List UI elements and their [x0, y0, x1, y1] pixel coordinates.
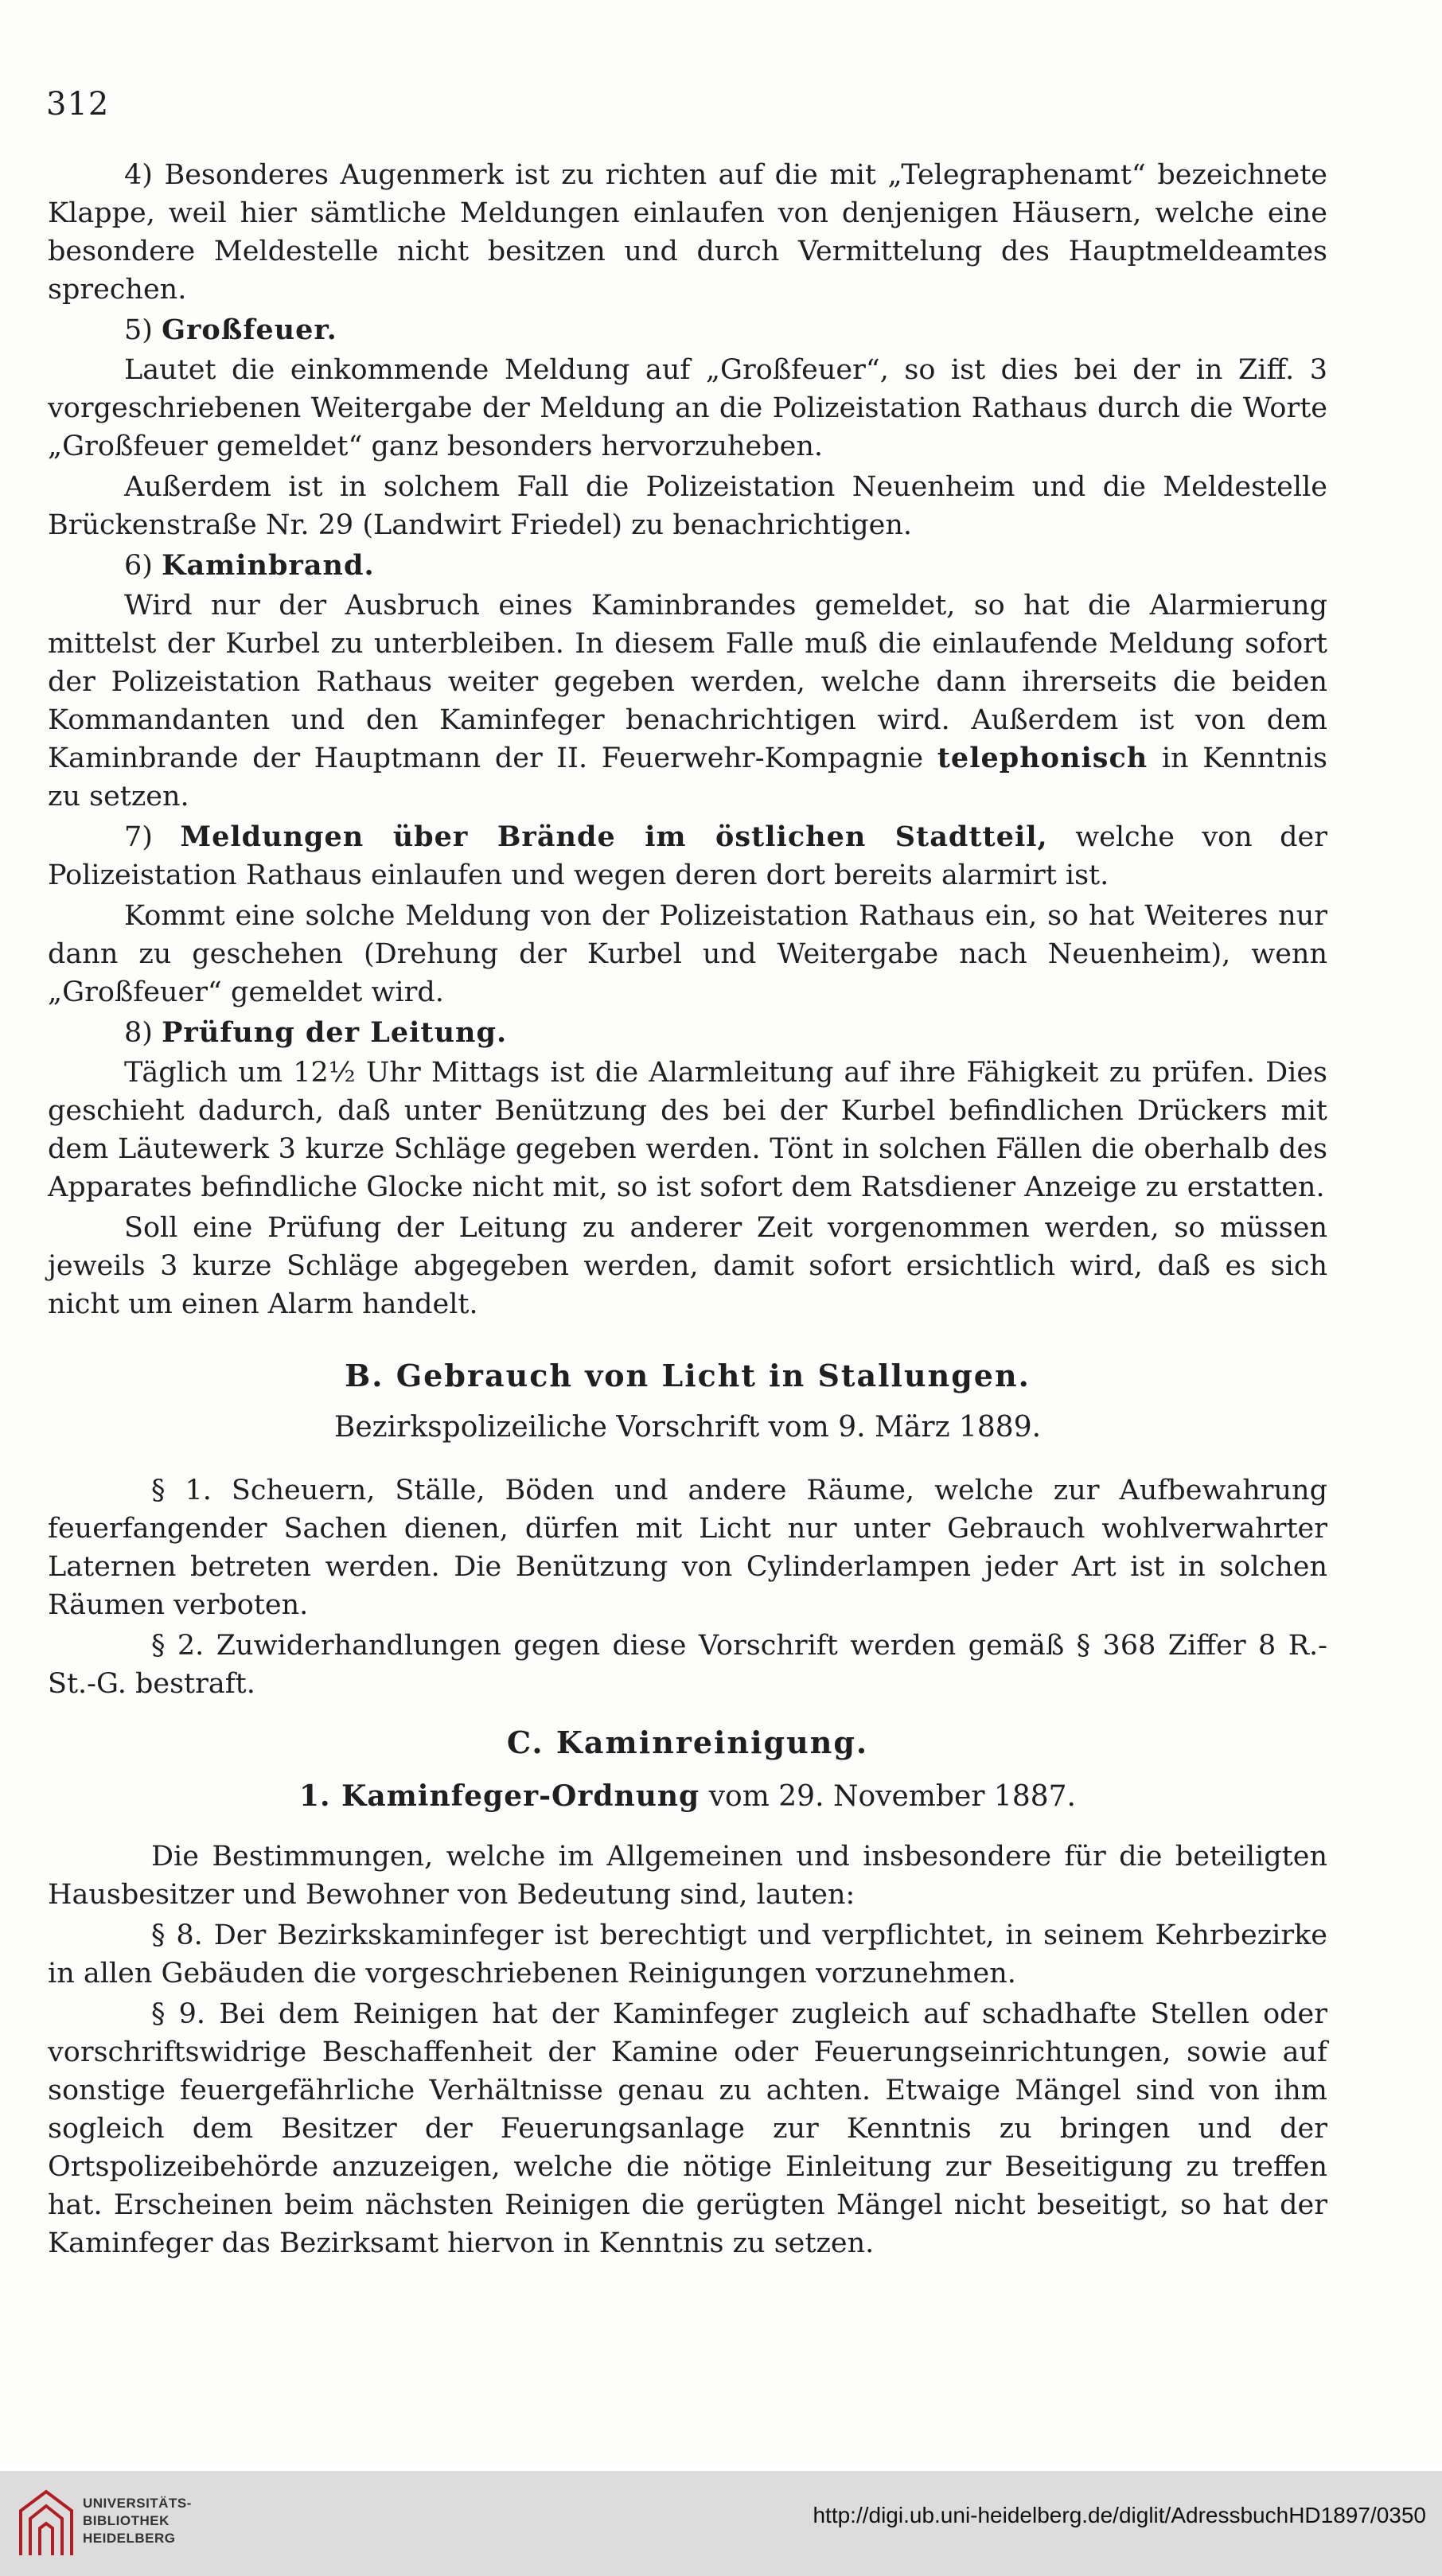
heading-number: 7): [124, 821, 153, 853]
paragraph-pruefung-1: Täglich um 12½ Uhr Mittags ist die Alarmleitung auf ihre Fähigkeit zu prüfen. Dies geschieht dadurch, daß unter Benützung des bei der Kurbel befindlichen Drückers mit dem Läutewerk 3 kurze Schläge gegeben werden. Tönt in solchen Fällen die oberhalb des Apparates befindliche Glocke nicht mit, so ist sofort dem Ratsdiener Anzeige zu erstatten.: [48, 1057, 1327, 1203]
paragraph-text: Wird nur der Ausbruch eines Kaminbrandes gemeldet, so hat die Alarmierung mittelst der Kurbel zu unterbleiben. In diesem Falle muß die einlaufende Meldung sofort der Polizeistation Rathaus weiter gegeben werden, welche dann ihrerseits die beiden Kommandanten und den Kaminfeger benachrichtigen wird. Außerdem ist von dem Kaminbrande der Hauptmann der II. Feuerwehr-Kompagnie: [48, 590, 1327, 774]
heading-item-6: [124, 547, 1327, 585]
library-name-line: HEIDELBERG: [83, 2531, 176, 2546]
paragraph-kaminbrand: [48, 587, 1327, 816]
section-heading-c: C. Kaminreinigung.: [506, 1724, 869, 1760]
paragraph-meldungen: Kommt eine solche Meldung von der Polizeistation Rathaus ein, so hat Weiteres nur dann zu geschehen (Drehung der Kurbel und Weitergabe nach Neuenheim), wenn „Großfeuer“ gemeldet wird.: [48, 900, 1327, 1008]
paragraph-item-4: 4) Besonderes Augenmerk ist zu richten auf die mit „Telegraphenamt“ bezeichnete Klappe, weil hier sämtliche Meldungen einlaufen von denjenigen Häusern, welche eine besondere Meldestelle nicht besitzen und durch Vermittelung des Hauptmeldeamtes sprechen.: [48, 159, 1327, 306]
heading-item-8: [124, 1014, 1327, 1052]
footer-bar: [0, 2471, 1442, 2576]
paragraph-intro: Die Bestimmungen, welche im Allgemeinen und insbesondere für die beteiligten Hausbesitzer und Bewohner von Bedeutung sind, lauten:: [48, 1841, 1327, 1911]
ordnung-title-bold: 1. Kaminfeger-Ordnung: [298, 1779, 700, 1813]
ordnung-title-date: vom 29. November 1887.: [708, 1780, 1076, 1813]
library-name-line: BIBLIOTHEK: [83, 2513, 170, 2528]
ordnung-title: [48, 1776, 1327, 1817]
heading-title-grossfeuer: Großfeuer.: [162, 314, 337, 346]
heading-title-pruefung: Prüfung der Leitung.: [162, 1016, 508, 1049]
paragraph-section-9: § 9. Bei dem Reinigen hat der Kaminfeger zugleich auf schadhafte Stellen oder vorschriftswidrige Beschaffenheit der Kamine oder Feuerungseinrichtungen, sowie auf sonstige feuergefährliche Verhältnisse genau zu achten. Etwaige Mängel sind von ihm sogleich dem Besitzer der Feuerungsanlage zur Kenntnis zu bringen und der Ortspolizeibehörde anzuzeigen, welche die nötige Einleitung zur Beseitigung zu treffen hat. Erscheinen beim nächsten Reinigen die gerügten Mängel nicht beseitigt, so hat der Kaminfeger das Bezirksamt hiervon in Kenntnis zu setzen.: [48, 1998, 1327, 2259]
library-name-line: UNIVERSITÄTS-: [83, 2496, 192, 2511]
paragraph-section-8: § 8. Der Bezirkskaminfeger ist berechtigt und verpflichtet, in seinem Kehrbezirke in allen Gebäuden die vorgeschriebenen Reinigungen vorzunehmen.: [48, 1919, 1327, 1989]
university-logo-icon: [14, 2487, 78, 2560]
paragraph-grossfeuer-2: Außerdem ist in solchem Fall die Polizeistation Neuenheim und die Meldestelle Brückenstraße Nr. 29 (Landwirt Friedel) zu benachrichtigen.: [48, 471, 1327, 541]
paragraph-pruefung-2: Soll eine Prüfung der Leitung zu anderer Zeit vorgenommen werden, so müssen jeweils 3 kurze Schläge abgegeben werden, damit sofort ersichtlich wird, daß es sich nicht um einen Alarm handelt.: [48, 1212, 1327, 1320]
section-heading-b: B. Gebrauch von Licht in Stallungen.: [345, 1358, 1031, 1393]
heading-title-kaminbrand: Kaminbrand.: [162, 549, 375, 582]
page-content: [48, 156, 1327, 2265]
paragraph-text: welche von der Polizeistation Rathaus einlaufen und wegen deren dort bereits alarmirt ist.: [48, 821, 1327, 891]
paragraph-item-7: [48, 818, 1327, 894]
heading-number: 6): [124, 550, 153, 582]
source-url-link[interactable]: http://digi.ub.uni-heidelberg.de/diglit/AdressbuchHD1897/0350: [813, 2503, 1426, 2527]
paragraph-section-2: § 2. Zuwiderhandlungen gegen diese Vorschrift werden gemäß § 368 Ziffer 8 R.-St.-G. bestraft.: [48, 1630, 1327, 1700]
heading-item-5: [124, 311, 1327, 349]
page-number: 312: [46, 86, 110, 123]
heading-number: 5): [124, 314, 153, 346]
heading-title-meldungen: Meldungen über Brände im östlichen Stadtteil,: [180, 820, 1048, 853]
emphasis-telephonisch: telephonisch: [937, 742, 1148, 774]
paragraph-grossfeuer-1: Lautet die einkommende Meldung auf „Großfeuer“, so ist dies bei der in Ziff. 3 vorgeschriebenen Weitergabe der Meldung an die Polizeistation Rathaus durch die Worte „Großfeuer gemeldet“ ganz besonders hervorzuheben.: [48, 354, 1327, 462]
heading-number: 8): [124, 1017, 153, 1049]
library-name: [83, 2495, 192, 2547]
paragraph-text: in Kenntnis zu setzen.: [48, 742, 1327, 813]
section-subheading-b: Bezirkspolizeiliche Vorschrift vom 9. März 1889.: [333, 1411, 1042, 1444]
paragraph-section-1: § 1. Scheuern, Ställe, Böden und andere Räume, welche zur Aufbewahrung feuerfangender Sachen dienen, dürfen mit Licht nur unter Gebrauch wohlverwahrter Laternen betreten werden. Die Benützung von Cylinderlampen jeder Art ist in solchen Räumen verboten.: [48, 1475, 1327, 1621]
